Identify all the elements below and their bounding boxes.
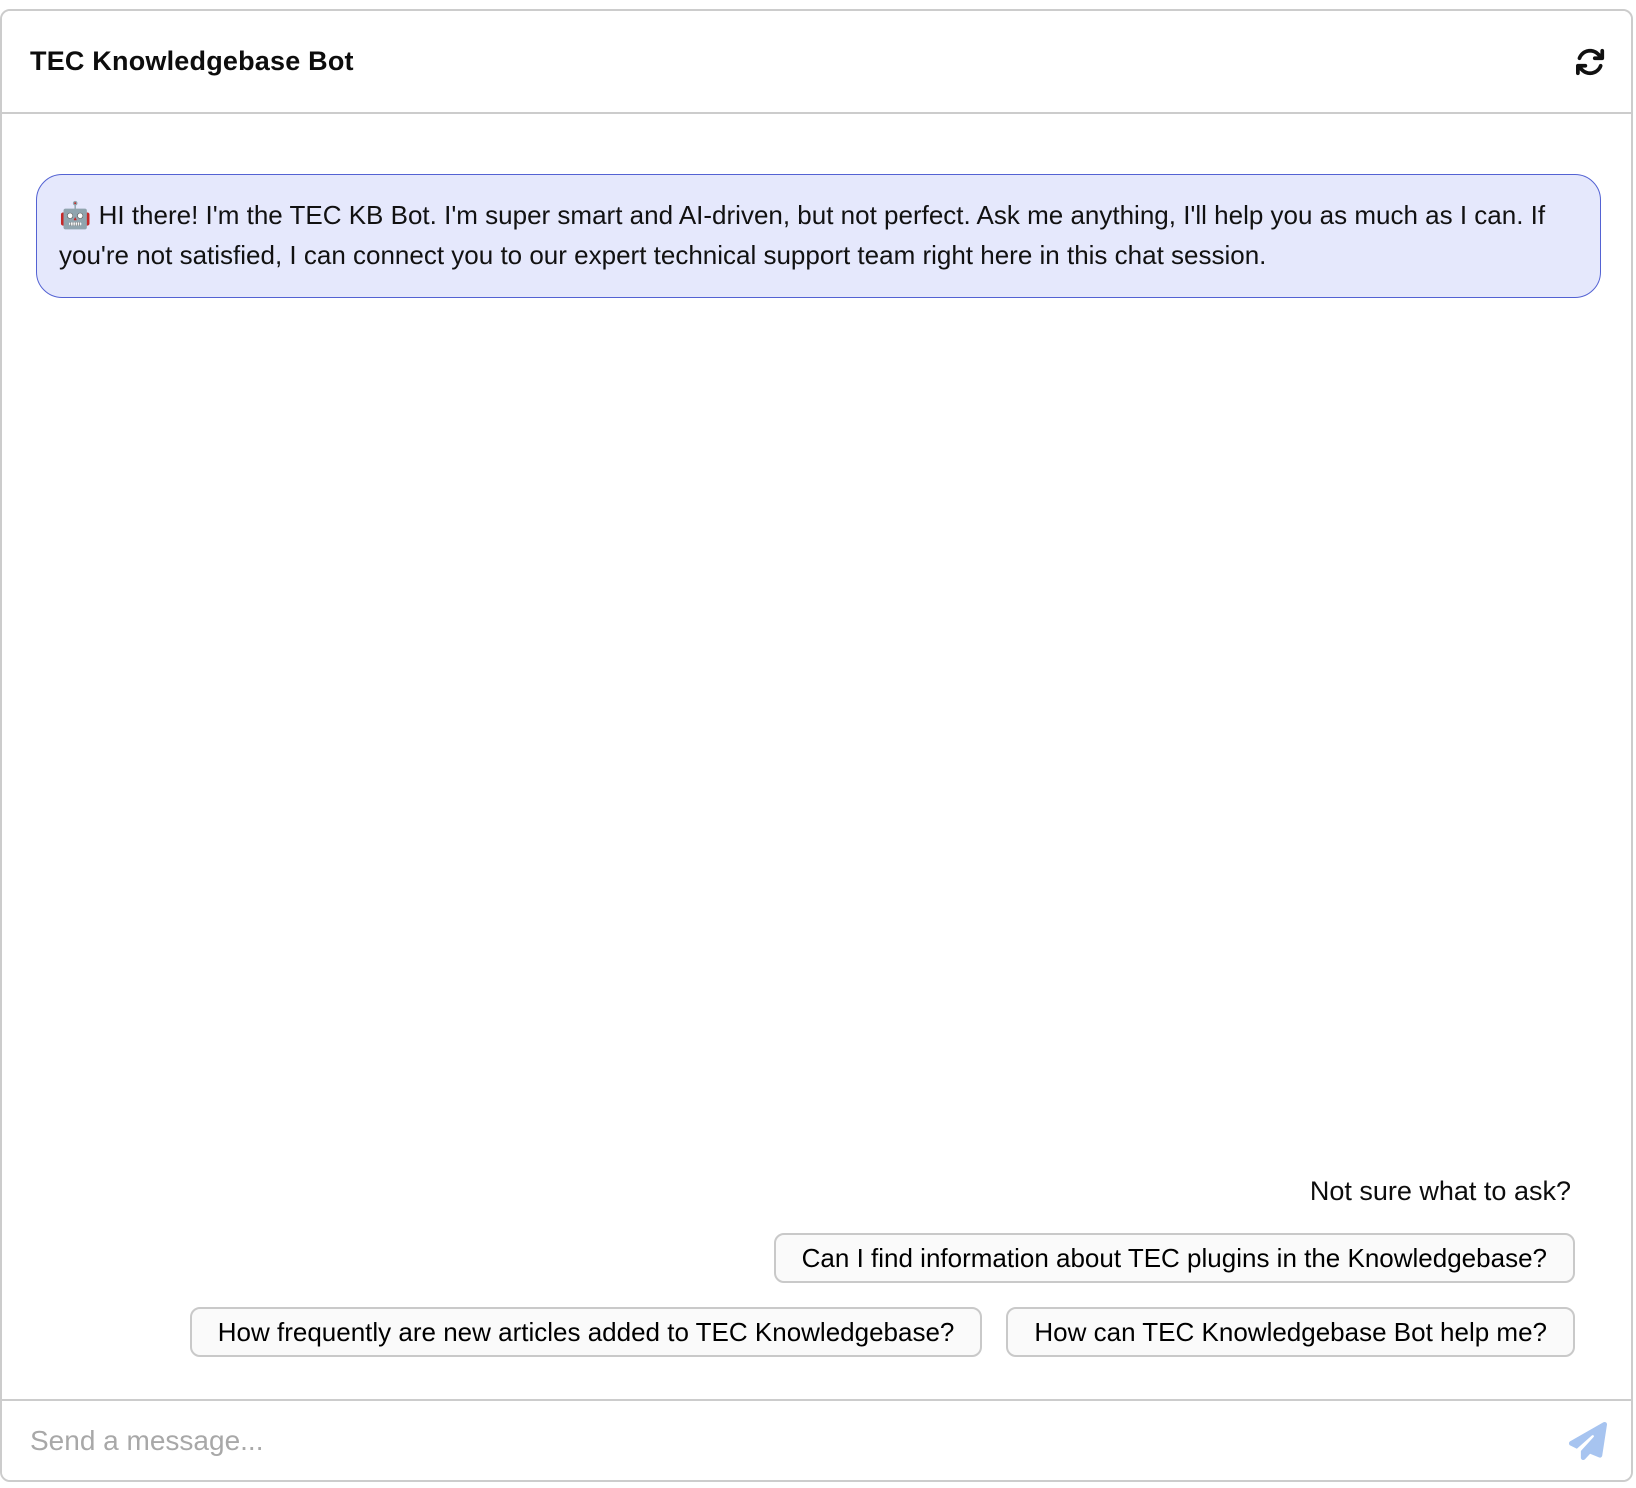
suggestion-button-row bbox=[66, 1233, 1575, 1357]
suggestions-hint: Not sure what to ask? bbox=[1309, 1176, 1571, 1206]
refresh-icon bbox=[1575, 47, 1607, 77]
message-composer bbox=[2, 1399, 1631, 1480]
header bbox=[2, 11, 1631, 114]
chat-widget bbox=[0, 9, 1633, 1482]
send-icon bbox=[1569, 1422, 1607, 1460]
suggestion-button-tec-plugins[interactable]: Can I find information about TEC plugins in the Knowledgebase? bbox=[774, 1233, 1575, 1283]
suggestion-button-bot-help[interactable]: How can TEC Knowledgebase Bot help me? bbox=[1006, 1307, 1575, 1357]
chat-transcript bbox=[2, 114, 1631, 1399]
page-title: TEC Knowledgebase Bot bbox=[30, 46, 354, 76]
transcript-empty-space bbox=[36, 298, 1601, 1176]
suggestion-button-new-articles[interactable]: How frequently are new articles added to TEC Knowledgebase? bbox=[190, 1307, 983, 1357]
message-input[interactable] bbox=[30, 1425, 1553, 1457]
suggested-questions bbox=[36, 1176, 1601, 1399]
send-button[interactable] bbox=[1567, 1420, 1609, 1462]
bot-message-bubble: 🤖 HI there! I'm the TEC KB Bot. I'm super smart and AI-driven, but not perfect. Ask me anything, I'll help you as much as I can. If you're not satisfied, I can connect you to our expert technical support team right here in this chat session. bbox=[36, 174, 1601, 298]
refresh-button[interactable] bbox=[1573, 44, 1609, 80]
